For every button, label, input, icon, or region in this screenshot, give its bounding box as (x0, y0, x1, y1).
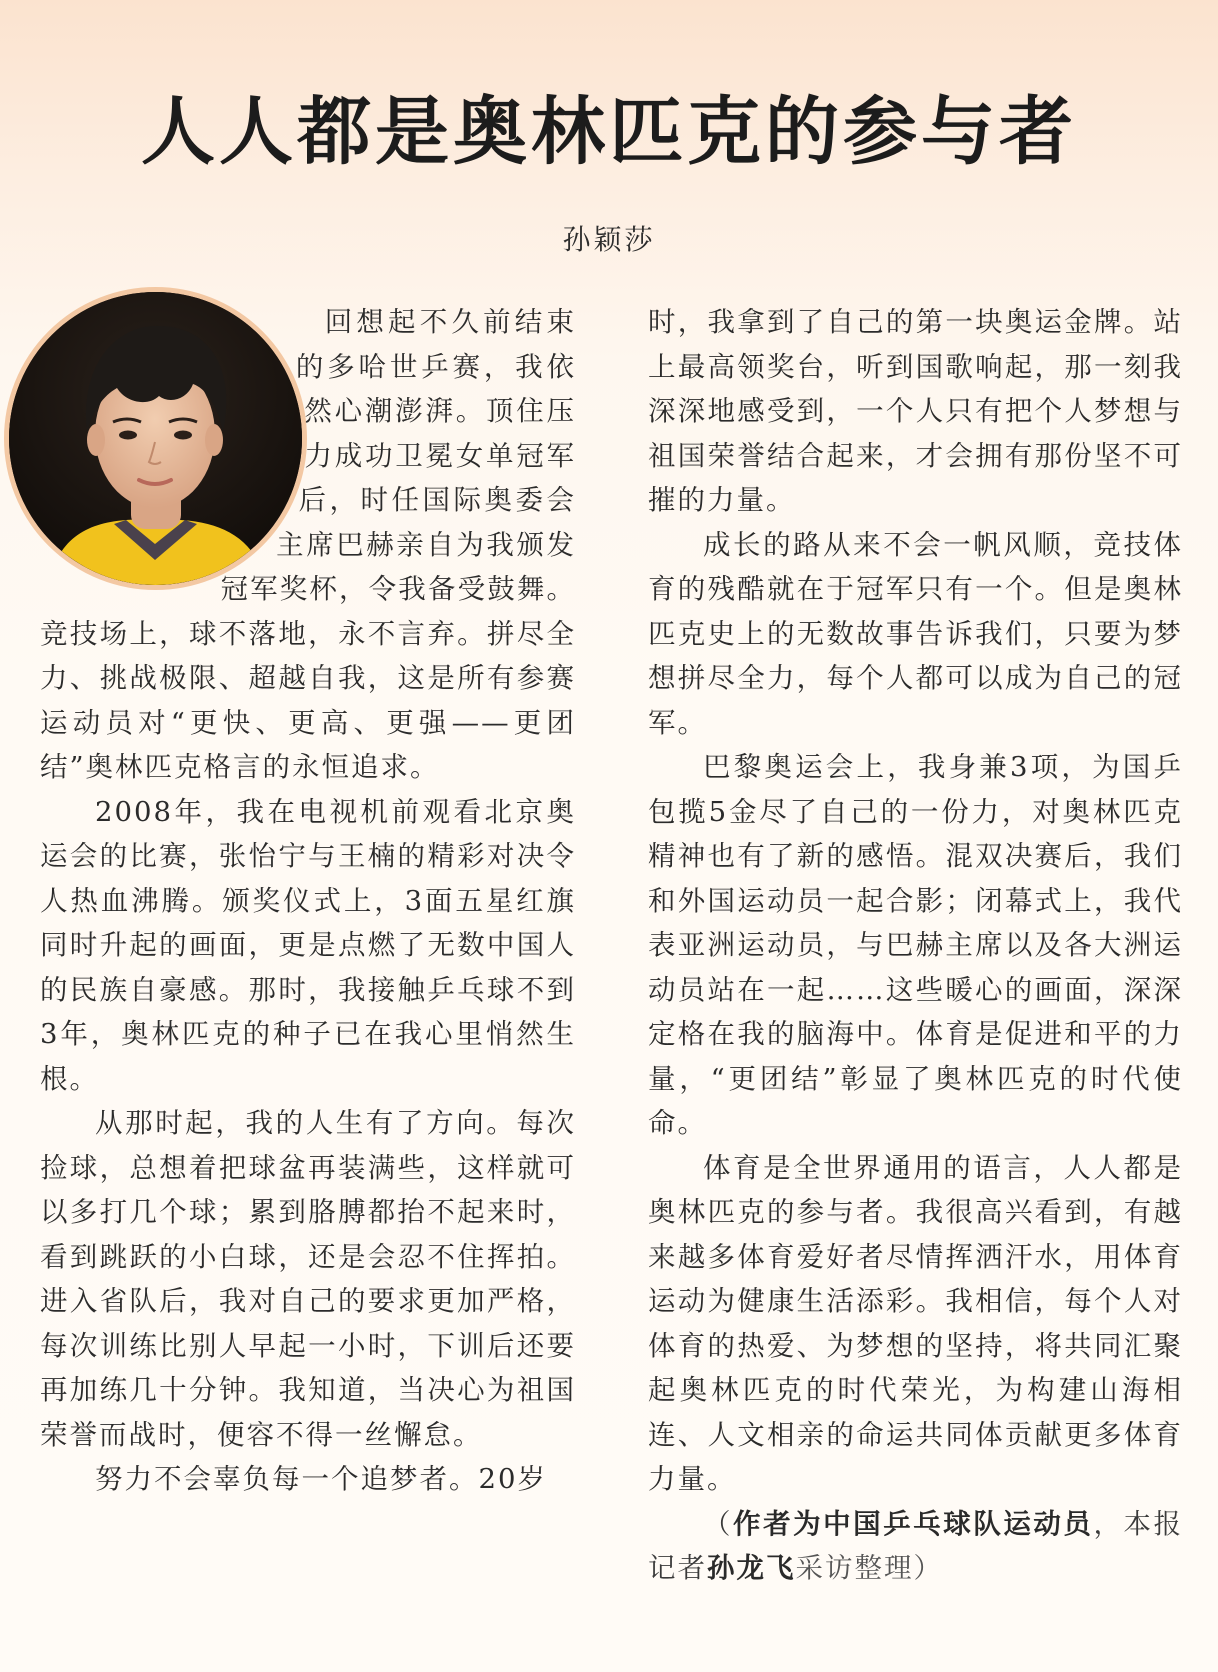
paragraph-6: 巴黎奥运会上，我身兼3项，为国乒包揽5金尽了自己的一份力，对奥林匹克精神也有了新的感悟。混双决赛后，我们和外国运动员一起合影；闭幕式上，我代表亚洲运动员，与巴赫主席以及各大洲运动员站在一起……这些暖心的画面，深深定格在我的脑海中。体育是促进和平的力量，“更团结”彰显了奥林匹克的时代使命。 (648, 751, 1183, 1139)
note-reporter-name: 孙龙飞 (707, 1552, 796, 1584)
paragraph-2: 2008年，我在电视机前观看北京奥运会的比赛，张怡宁与王楠的精彩对决令人热血沸腾。颁奖仪式上，3面五星红旗同时升起的画面，更是点燃了无数中国人的民族自豪感。那时，我接触乒乓球不到3年，奥林匹克的种子已在我心里悄然生根。 (40, 795, 576, 1095)
paragraph-4-start: 努力不会辜负每一个追梦者。20岁 (95, 1463, 547, 1495)
right-column (648, 300, 1183, 1591)
note-reporter-prefix: ，本报记者 (648, 1507, 1184, 1584)
paragraph-7: 体育是全世界通用的语言，人人都是奥林匹克的参与者。我很高兴看到，有越来越多体育爱好者尽情挥洒汗水，用体育运动为健康生活添彩。我相信，每个人对体育的热爱、为梦想的坚持，将共同汇聚起奥林匹克的时代荣光，为构建山海相连、人文相亲的命运共同体贡献更多体育力量。 (648, 1151, 1183, 1495)
note-open-paren: （ (703, 1507, 734, 1540)
note-author-role: 作者为中国乒乓球队运动员 (733, 1507, 1094, 1540)
note-reporter-suffix: 采访整理） (795, 1552, 943, 1584)
paragraph-5: 成长的路从来不会一帆风顺，竞技体育的残酷就在于冠军只有一个。但是奥林匹克史上的无数故事告诉我们，只要为梦想拼尽全力，每个人都可以成为自己的冠军。 (648, 528, 1183, 739)
author-note (648, 1502, 1183, 1591)
left-column (40, 300, 576, 1502)
author-byline: 孙颖莎 (562, 223, 656, 256)
paragraph-3: 从那时起，我的人生有了方向。每次捡球，总想着把球盆再装满些，这样就可以多打几个球；累到胳膊都抬不起来时，看到跳跃的小白球，还是会忍不住挥拍。进入省队后，我对自己的要求更加严格，每次训练比别人早起一小时，下训后还要再加练几十分钟。我知道，当决心为祖国荣誉而战时，便容不得一丝懈怠。 (40, 1107, 576, 1451)
paragraph-1: 回想起不久前结束的多哈世乒赛，我依然心潮澎湃。顶住压力成功卫冕女单冠军后，时任国际奥委会主席巴赫亲自为我颁发冠军奖杯，令我备受鼓舞。竞技场上，球不落地，永不言弃。拼尽全力、挑战极限、超越自我，这是所有参赛运动员对“更快、更高、更强——更团结”奥林匹克格言的永恒追求。 (40, 306, 576, 783)
paragraph-4-continued: 时，我拿到了自己的第一块奥运金牌。站上最高领奖台，听到国歌响起，那一刻我深深地感受到，一个人只有把个人梦想与祖国荣誉结合起来，才会拥有那份坚不可摧的力量。 (648, 306, 1183, 516)
article-title: 人人都是奥林匹克的参与者 (141, 89, 1077, 175)
